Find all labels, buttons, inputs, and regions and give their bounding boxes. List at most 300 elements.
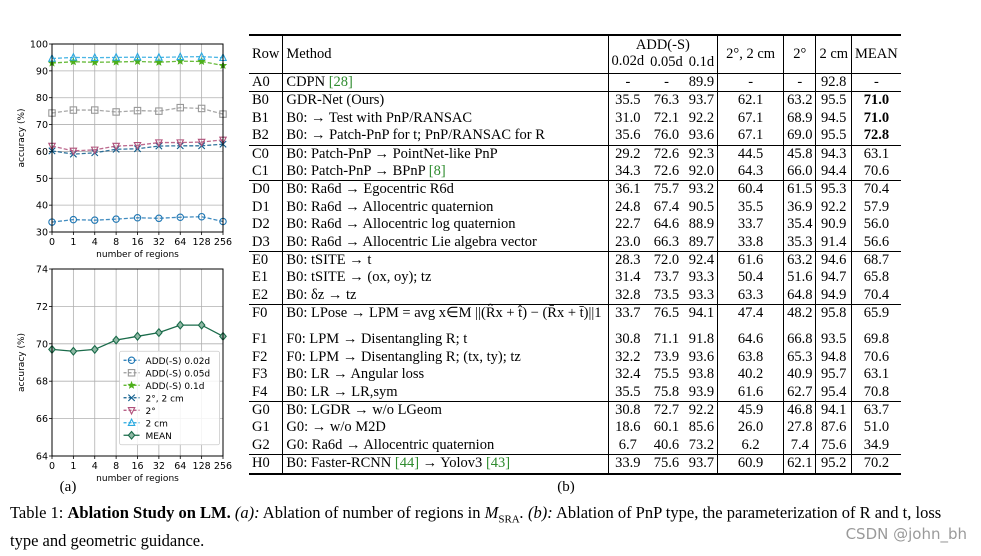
cell-2deg-2cm: 35.5 <box>718 199 784 216</box>
header-mean: MEAN <box>852 35 901 74</box>
cell-add-01d: 92.0 <box>688 163 715 180</box>
cell-2cm: 94.6 <box>816 252 852 270</box>
cell-add-005d: 60.1 <box>653 419 680 436</box>
method-text: B0: Faster-RCNN <box>286 455 392 472</box>
row-method <box>283 269 608 286</box>
row-method <box>283 145 608 163</box>
cell-2cm: 93.5 <box>816 331 852 348</box>
cell-2cm: 95.5 <box>816 127 852 145</box>
table-row <box>249 92 901 110</box>
chart-accuracy-mean <box>0 255 245 490</box>
cell-add-002d: 30.8 <box>608 401 647 419</box>
row-method <box>283 401 608 419</box>
cell-2cm: 75.6 <box>816 437 852 455</box>
row-method <box>283 127 608 145</box>
table-row <box>249 349 901 366</box>
cell-2deg-2cm: 60.9 <box>718 455 784 474</box>
table-row <box>249 437 901 455</box>
svg-text:74: 74 <box>35 264 48 276</box>
cell-add-002d: 33.9 <box>608 455 647 474</box>
table-row <box>249 366 901 383</box>
cell-mean: 71.0 <box>852 110 901 127</box>
row-id: F1 <box>252 331 268 348</box>
cell-add-01d: 93.6 <box>688 348 715 365</box>
cell-add-002d: 32.4 <box>608 366 647 383</box>
row-id: D2 <box>252 216 270 233</box>
cell-2deg-2cm: 63.8 <box>718 349 784 366</box>
method-text: B0: LGDR → w/o LGeom <box>286 401 442 418</box>
cell-2deg: 40.9 <box>784 366 816 383</box>
citation-link[interactable]: [28] <box>328 74 353 90</box>
cell-2deg: - <box>784 74 816 92</box>
cell-mean: 70.4 <box>852 287 901 305</box>
cell-add-01d: 89.9 <box>686 74 718 92</box>
cell-2deg: 62.1 <box>784 455 816 474</box>
cell-add-005d: 75.7 <box>647 181 686 199</box>
caption-part-a-label: (a): <box>230 503 260 522</box>
svg-text:60: 60 <box>35 146 48 158</box>
watermark: CSDN @john_bh <box>845 525 967 543</box>
cell-add-005d: 64.6 <box>653 216 680 233</box>
cell-mean: 70.4 <box>852 181 901 199</box>
row-id: B2 <box>252 127 269 144</box>
table-row <box>249 163 901 181</box>
x-axis-label: number of regions <box>96 474 179 484</box>
header-2deg: 2° <box>784 35 816 74</box>
cell-2deg-2cm: 62.1 <box>718 92 784 110</box>
cell-2deg: 46.8 <box>784 401 816 419</box>
cell-add-005d: 75.5 <box>653 366 680 383</box>
table-row <box>249 127 901 145</box>
cell-mean: 63.1 <box>852 145 901 163</box>
table-row <box>249 287 901 305</box>
svg-text:80: 80 <box>35 93 48 105</box>
row-id: E0 <box>249 252 283 270</box>
row-method <box>283 455 608 474</box>
svg-text:32: 32 <box>152 461 165 472</box>
cell-add-005d: 73.5 <box>653 286 680 303</box>
svg-text:0: 0 <box>48 237 56 248</box>
caption-prefix: Table 1: <box>10 503 68 522</box>
cell-add-01d: 92.2 <box>688 109 715 126</box>
cell-add-002d: 22.7 <box>608 216 647 233</box>
row-method <box>283 349 608 366</box>
cell-add-005d: 76.5 <box>647 305 686 332</box>
x-axis-label: number of regions <box>96 250 179 260</box>
cell-2cm: 90.9 <box>816 216 852 233</box>
cell-2deg: 64.8 <box>784 287 816 305</box>
row-id: D1 <box>252 198 270 215</box>
svg-text:40: 40 <box>35 200 48 212</box>
cell-2deg: 61.5 <box>784 181 816 199</box>
cell-2cm: 94.4 <box>816 163 852 181</box>
caption-symbol-sub: SRA <box>498 513 520 526</box>
cell-mean: 63.7 <box>852 401 901 419</box>
table-row <box>249 216 901 233</box>
caption-symbol: M <box>484 503 499 522</box>
row-id: G0 <box>249 401 283 419</box>
cell-2deg: 63.2 <box>784 92 816 110</box>
table-row <box>249 384 901 402</box>
svg-text:2°: 2° <box>145 406 156 417</box>
subfigure-label-a: (a) <box>59 479 77 495</box>
row-id: F4 <box>252 383 268 400</box>
caption-title: Ablation Study on LM. <box>67 503 231 522</box>
citation-link[interactable]: [43] <box>485 455 511 472</box>
cell-2cm: 94.1 <box>816 401 852 419</box>
cell-2cm: 95.4 <box>816 384 852 402</box>
cell-mean: 70.8 <box>852 384 901 402</box>
table-row <box>249 74 901 92</box>
svg-text:16: 16 <box>131 461 144 472</box>
method-text: B0: Ra6d → Allocentric quaternion <box>286 198 494 215</box>
cell-add-002d: 35.6 <box>608 127 647 145</box>
row-id: C0 <box>249 145 283 163</box>
cell-add-002d: 18.6 <box>608 419 647 436</box>
svg-text:50: 50 <box>35 173 48 185</box>
cell-2deg: 36.9 <box>784 199 816 216</box>
cell-2cm: 92.8 <box>816 74 852 92</box>
table-row <box>249 331 901 348</box>
svg-text:ADD(-S) 0.05d: ADD(-S) 0.05d <box>145 369 211 380</box>
header-add-005d: 0.05d <box>647 53 686 74</box>
chart-legend <box>120 351 220 445</box>
svg-text:8: 8 <box>113 461 120 472</box>
cell-add-01d: 88.9 <box>688 216 715 233</box>
table-row <box>249 269 901 286</box>
cell-mean: 70.6 <box>852 349 901 366</box>
method-text: B0: Patch-PnP → BPnP <box>286 163 426 180</box>
cell-2deg: 7.4 <box>784 437 816 455</box>
table-row <box>249 455 901 474</box>
cell-add-005d: 76.3 <box>647 92 686 110</box>
cell-2deg: 63.2 <box>784 252 816 270</box>
cell-mean: 71.0 <box>852 92 901 110</box>
row-id: E1 <box>252 269 269 286</box>
row-method <box>283 199 608 216</box>
cell-add-01d: 93.9 <box>688 383 715 400</box>
cell-add-01d: 91.8 <box>688 331 715 348</box>
cell-add-005d: 72.7 <box>647 401 686 419</box>
row-method <box>283 287 608 305</box>
cell-add-01d: 93.2 <box>686 181 718 199</box>
row-method <box>283 74 608 92</box>
cell-mean: 68.7 <box>852 252 901 270</box>
method-text: B0: → Test with PnP/RANSAC <box>286 109 473 126</box>
cell-2deg-2cm: 67.1 <box>718 110 784 127</box>
svg-text:64: 64 <box>174 237 187 248</box>
cell-2deg: 66.8 <box>784 331 816 348</box>
row-id: F3 <box>252 366 268 383</box>
row-method <box>283 216 608 233</box>
cell-2deg: 48.2 <box>784 305 816 332</box>
header-2deg-2cm: 2°, 2 cm <box>718 35 784 74</box>
cell-add-01d: 89.7 <box>688 233 715 250</box>
svg-text:256: 256 <box>213 237 233 248</box>
header-add-group: ADD(-S) <box>608 35 718 53</box>
svg-text:2 cm: 2 cm <box>145 419 168 430</box>
cell-2cm: 94.8 <box>816 349 852 366</box>
cell-add-01d: 92.4 <box>686 252 718 270</box>
cell-2deg-2cm: 45.9 <box>718 401 784 419</box>
cell-mean: 56.6 <box>852 234 901 252</box>
cell-2deg: 68.9 <box>784 110 816 127</box>
grid-lines <box>52 44 223 232</box>
cell-add-002d: 31.0 <box>608 110 647 127</box>
cell-mean: 51.0 <box>852 419 901 436</box>
row-id: C1 <box>252 163 269 180</box>
cell-add-002d: 6.7 <box>608 437 647 455</box>
method-text-tail: → Yolov3 <box>419 455 486 472</box>
table-row <box>249 305 901 332</box>
method-text: F0: LPM → Disentangling R; t <box>286 331 468 348</box>
cell-2deg-2cm: 64.6 <box>718 331 784 348</box>
table-row <box>249 252 901 270</box>
row-id: E2 <box>252 286 269 303</box>
header-add-002d: 0.02d <box>608 53 647 74</box>
cell-mean: 72.8 <box>852 127 901 145</box>
svg-text:128: 128 <box>192 461 211 472</box>
cell-add-002d: 35.5 <box>608 92 647 110</box>
y-axis-label: accuracy (%) <box>17 332 27 393</box>
method-text: F0: LPM → Disentangling R; (tx, ty); tz <box>286 348 521 365</box>
cell-add-01d: 93.6 <box>688 127 715 144</box>
cell-add-005d: 66.3 <box>653 233 680 250</box>
citation-link[interactable]: [8] <box>428 163 446 180</box>
cell-2cm: 94.7 <box>816 269 852 286</box>
row-id: G2 <box>252 436 270 453</box>
cell-2cm: 94.5 <box>816 110 852 127</box>
row-method <box>283 331 608 348</box>
cell-mean: 65.8 <box>852 269 901 286</box>
cell-add-005d: 71.1 <box>653 331 680 348</box>
method-text: B0: tSITE → (ox, oy); tz <box>286 269 432 286</box>
cell-2deg-2cm: 67.1 <box>718 127 784 145</box>
method-text: B0: Ra6d → Allocentric Lie algebra vector <box>286 233 537 250</box>
svg-text:1: 1 <box>70 461 77 472</box>
cell-add-01d: 93.3 <box>688 286 715 303</box>
row-id: B1 <box>252 109 269 126</box>
cell-2deg-2cm: 40.2 <box>718 366 784 383</box>
cell-mean: 69.8 <box>852 331 901 348</box>
cell-mean: - <box>852 74 901 92</box>
cell-mean: 63.1 <box>852 366 901 383</box>
cell-2cm: 94.3 <box>816 145 852 163</box>
cell-2cm: 95.7 <box>816 366 852 383</box>
svg-text:32: 32 <box>152 237 165 248</box>
cell-add-01d: 93.7 <box>686 455 718 474</box>
cell-2deg-2cm: 63.3 <box>718 287 784 305</box>
method-text: B0: tSITE → t <box>286 252 372 269</box>
svg-text:66: 66 <box>35 414 48 426</box>
row-id: D0 <box>249 181 283 199</box>
cell-2deg-2cm: 33.7 <box>718 216 784 233</box>
cell-2deg-2cm: 33.8 <box>718 234 784 252</box>
table-row <box>249 234 901 252</box>
cell-2cm: 95.5 <box>816 92 852 110</box>
cell-add-005d: 75.6 <box>647 455 686 474</box>
svg-text:68: 68 <box>35 376 48 388</box>
cell-mean: 57.9 <box>852 199 901 216</box>
row-method <box>283 181 608 199</box>
row-id: G1 <box>252 419 270 436</box>
row-id: F2 <box>252 348 268 365</box>
cell-add-005d: 67.4 <box>653 198 680 215</box>
chart-accuracy-metrics <box>0 30 245 260</box>
cell-add-002d: 34.3 <box>608 163 647 181</box>
svg-text:MEAN: MEAN <box>145 431 172 442</box>
table-row <box>249 110 901 127</box>
cell-add-005d: 72.0 <box>647 252 686 270</box>
cell-add-002d: 28.3 <box>608 252 647 270</box>
cell-2deg: 35.3 <box>784 234 816 252</box>
cell-2cm: 95.8 <box>816 305 852 332</box>
cell-2deg-2cm: 47.4 <box>718 305 784 332</box>
cell-2cm: 95.3 <box>816 181 852 199</box>
row-method <box>283 252 608 270</box>
cell-add-002d: - <box>608 74 647 92</box>
cell-add-01d: 85.6 <box>688 419 715 436</box>
svg-text:30: 30 <box>35 227 48 239</box>
method-text: B0: LR → Angular loss <box>286 366 425 383</box>
ablation-table <box>249 34 901 475</box>
cell-add-002d: 36.1 <box>608 181 647 199</box>
cell-add-005d: 72.6 <box>647 145 686 163</box>
method-text: B0: δz → tz <box>286 286 357 303</box>
cell-mean: 70.2 <box>852 455 901 474</box>
cell-mean: 56.0 <box>852 216 901 233</box>
svg-text:72: 72 <box>35 301 48 313</box>
svg-text:70: 70 <box>35 339 48 351</box>
row-id: D3 <box>252 233 270 250</box>
caption-part-b-text: Ablation of PnP type, the parameterization of R and t, loss type and geometric guidance. <box>10 503 942 551</box>
method-text: B0: Ra6d → Egocentric R6d <box>286 181 454 198</box>
cell-2deg: 65.3 <box>784 349 816 366</box>
cell-add-01d: 93.7 <box>686 92 718 110</box>
table-caption <box>10 502 970 552</box>
y-axis-label: accuracy (%) <box>17 108 27 168</box>
cell-2deg: 45.8 <box>784 145 816 163</box>
cell-add-005d: - <box>647 74 686 92</box>
cell-add-005d: 73.7 <box>653 269 680 286</box>
cell-add-002d: 32.2 <box>608 349 647 366</box>
cell-add-002d: 31.4 <box>608 269 647 286</box>
table-row <box>249 419 901 436</box>
cell-add-01d: 92.3 <box>686 145 718 163</box>
cell-2deg: 62.7 <box>784 384 816 402</box>
cell-2deg: 66.0 <box>784 163 816 181</box>
svg-text:1: 1 <box>70 237 77 248</box>
cell-2deg: 51.6 <box>784 269 816 286</box>
cell-add-01d: 94.1 <box>686 305 718 332</box>
cell-2deg-2cm: 60.4 <box>718 181 784 199</box>
cell-add-002d: 33.7 <box>608 305 647 332</box>
header-method: Method <box>283 35 608 74</box>
table-row <box>249 145 901 163</box>
cell-2deg-2cm: 64.3 <box>718 163 784 181</box>
row-id: F0 <box>249 305 283 332</box>
ablation-table-container <box>249 34 901 475</box>
caption-part-a-text: Ablation of number of regions in <box>259 503 485 522</box>
row-method <box>283 305 608 332</box>
method-text: B0: → Patch-PnP for t; PnP/RANSAC for R <box>286 127 545 144</box>
method-text: G0: Ra6d → Allocentric quaternion <box>286 436 495 453</box>
table-row <box>249 181 901 199</box>
row-method <box>283 437 608 455</box>
cell-2cm: 87.6 <box>816 419 852 436</box>
svg-text:90: 90 <box>35 66 48 78</box>
method-text: G0: → w/o M2D <box>286 419 386 436</box>
cell-2cm: 95.2 <box>816 455 852 474</box>
svg-text:70: 70 <box>35 120 48 132</box>
svg-text:100: 100 <box>29 39 48 51</box>
caption-part-b-label: . (b): <box>519 503 553 522</box>
cell-2deg: 35.4 <box>784 216 816 233</box>
cell-add-005d: 76.0 <box>653 127 680 144</box>
method-text: GDR-Net (Ours) <box>286 92 385 109</box>
cell-add-002d: 24.8 <box>608 199 647 216</box>
subfigure-label-b: (b) <box>557 479 575 495</box>
cell-2deg: 27.8 <box>784 419 816 436</box>
table-header-row <box>249 35 901 53</box>
cell-add-01d: 93.8 <box>688 366 715 383</box>
line-chart-metrics <box>0 30 245 260</box>
header-row: Row <box>249 35 283 74</box>
cell-mean: 34.9 <box>852 437 901 455</box>
cell-2deg-2cm: - <box>718 74 784 92</box>
cell-2deg-2cm: 44.5 <box>718 145 784 163</box>
svg-text:128: 128 <box>192 237 211 248</box>
cell-add-01d: 92.2 <box>686 401 718 419</box>
row-id: H0 <box>249 455 283 474</box>
cell-add-01d: 93.3 <box>688 269 715 286</box>
cell-add-01d: 73.2 <box>688 436 715 453</box>
method-text: B0: LR → LR,sym <box>286 383 398 400</box>
svg-text:4: 4 <box>91 461 98 472</box>
table-row <box>249 199 901 216</box>
header-add-01d: 0.1d <box>686 53 718 74</box>
cell-add-002d: 29.2 <box>608 145 647 163</box>
cell-2deg-2cm: 6.2 <box>718 437 784 455</box>
cell-add-005d: 73.9 <box>653 348 680 365</box>
cell-add-002d: 35.5 <box>608 384 647 402</box>
cell-2cm: 92.2 <box>816 199 852 216</box>
row-id: A0 <box>249 74 283 92</box>
row-method <box>283 366 608 383</box>
row-method <box>283 110 608 127</box>
method-text: CDPN <box>286 74 326 90</box>
row-method <box>283 92 608 110</box>
svg-text:16: 16 <box>131 237 144 248</box>
header-2cm: 2 cm <box>816 35 852 74</box>
method-text: B0: Patch-PnP → PointNet-like PnP <box>286 145 498 162</box>
method-text: B0: LPose → LPM = avg x∈M ||(R̂x + t̂) − (R̄x + t̄)||1 <box>286 305 602 322</box>
svg-text:64: 64 <box>35 451 48 463</box>
cell-add-01d: 90.5 <box>688 198 715 215</box>
cell-2cm: 94.9 <box>816 287 852 305</box>
cell-add-005d: 75.8 <box>653 383 680 400</box>
cell-add-005d: 72.6 <box>653 163 680 180</box>
svg-text:256: 256 <box>213 461 233 472</box>
citation-link[interactable]: [44] <box>394 455 420 472</box>
svg-text:0: 0 <box>48 461 56 472</box>
cell-2cm: 91.4 <box>816 234 852 252</box>
svg-text:4: 4 <box>91 237 98 248</box>
cell-add-002d: 30.8 <box>608 331 647 348</box>
cell-mean: 65.9 <box>852 305 901 332</box>
cell-2deg-2cm: 50.4 <box>718 269 784 286</box>
row-id: B0 <box>249 92 283 110</box>
